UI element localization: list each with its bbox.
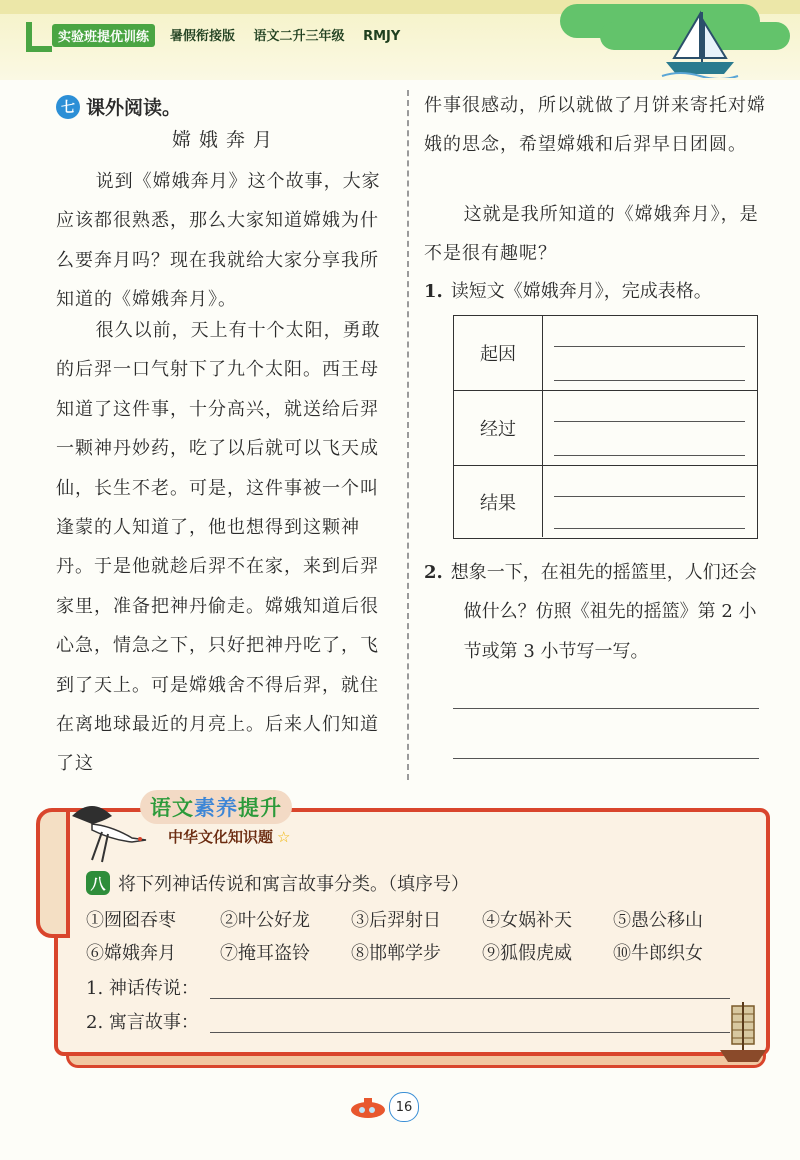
fill-label-fables: 2. 寓言故事： [86, 1012, 199, 1033]
answer-line[interactable] [210, 1032, 730, 1033]
options-row [86, 906, 733, 932]
option-item: ⑦掩耳盗铃 [220, 943, 310, 964]
page-header [0, 0, 800, 80]
question-text: 想象一下，在祖先的摇篮里，人们还会做什么？仿照《祖先的摇篮》第 2 小节或第 3 小节写一写。 [450, 562, 757, 662]
banner-title [140, 790, 292, 824]
passage-paragraph: 很久以前，天上有十个太阳，勇敢的后羿一口气射下了九个太阳。西王母知道了这件事，十分高兴，就送给后羿一颗神丹妙药，吃了以后就可以飞天成仙，长生不老。可是，这件事被一个叫逢蒙的人知道了，他也想得到这颗神丹。于是他就趁后羿不在家，来到后羿家里，准备把神丹偷走。嫦娥知道后很心急，情急之下，只好把神丹吃了，飞到了天上。可是嫦娥舍不得后羿，就住在离地球最近的月亮上。后来人们知道了这 [56, 320, 381, 775]
junk-ship-icon [718, 1000, 768, 1070]
option-item: ④女娲补天 [482, 910, 572, 931]
section-heading [56, 93, 181, 120]
exercise-heading [86, 870, 469, 896]
option-item: ⑧邯郸学步 [351, 943, 441, 964]
answer-line[interactable] [453, 708, 759, 709]
option-item: ⑥嫦娥奔月 [86, 943, 176, 964]
question-number: 2. [424, 562, 443, 583]
crane-icon [62, 796, 152, 866]
page-number: 16 [389, 1092, 419, 1122]
exercise-number: 八 [86, 871, 110, 895]
answer-line[interactable] [210, 998, 730, 999]
answer-line[interactable] [554, 496, 745, 497]
section-number: 七 [56, 95, 80, 119]
options-row [86, 939, 733, 965]
table-row-label: 起因 [454, 316, 543, 390]
option-item: ③后羿射日 [351, 910, 441, 931]
table-row [454, 316, 757, 391]
submarine-icon [348, 1096, 388, 1120]
answer-line[interactable] [453, 758, 759, 759]
banner-subtitle [168, 826, 290, 847]
header-corner-mark [26, 22, 52, 52]
banner-title-part: 提升 [238, 796, 282, 820]
answer-line[interactable] [554, 528, 745, 529]
question-number: 1. [424, 281, 443, 302]
answer-table [453, 315, 758, 539]
answer-line[interactable] [554, 346, 745, 347]
banner-subtitle-text: 中华文化知识题 [168, 828, 274, 846]
section-title: 课外阅读。 [86, 97, 182, 119]
header-info [170, 25, 414, 44]
option-item: ⑤愚公移山 [613, 910, 703, 931]
question-2 [424, 553, 768, 671]
exercise-instruction: 将下列神话传说和寓言故事分类。（填序号） [118, 874, 469, 895]
question-text: 读短文《嫦娥奔月》，完成表格。 [450, 281, 712, 302]
edition-code: RMJY [363, 29, 401, 44]
banner-title-part: 素养 [194, 796, 238, 820]
table-row [454, 391, 757, 466]
answer-line[interactable] [554, 421, 745, 422]
answer-line[interactable] [554, 380, 745, 381]
sailboat-icon [660, 10, 740, 78]
question-1 [424, 272, 768, 311]
series-badge: 实验班提优训练 [52, 24, 155, 47]
column-divider [407, 90, 409, 780]
option-item: ⑩牛郎织女 [613, 943, 703, 964]
subject-grade-label: 语文二升三年级 [253, 29, 345, 44]
passage-paragraph: 件事很感动，所以就做了月饼来寄托对嫦娥的思念，希望嫦娥和后羿早日团圆。 [424, 95, 766, 156]
option-item: ⑨狐假虎威 [482, 943, 572, 964]
fill-label-myths: 1. 神话传说： [86, 978, 199, 999]
option-item: ②叶公好龙 [220, 910, 310, 931]
passage-paragraph: 这就是我所知道的《嫦娥奔月》，是不是很有趣呢？ [424, 204, 759, 265]
table-row-label: 结果 [454, 466, 543, 537]
star-icon: ☆ [277, 828, 291, 846]
table-row-label: 经过 [454, 391, 543, 465]
answer-line[interactable] [554, 455, 745, 456]
passage-paragraph: 说到《嫦娥奔月》这个故事，大家应该都很熟悉，那么大家知道嫦娥为什么要奔月吗？现在我就给大家分享我所知道的《嫦娥奔月》。 [56, 171, 381, 311]
edition-label: 暑假衔接版 [170, 29, 236, 44]
option-item: ①囫囵吞枣 [86, 910, 176, 931]
table-row [454, 466, 757, 537]
passage-title: 嫦娥奔月 [171, 129, 280, 151]
banner-title-part: 语文 [150, 796, 194, 820]
